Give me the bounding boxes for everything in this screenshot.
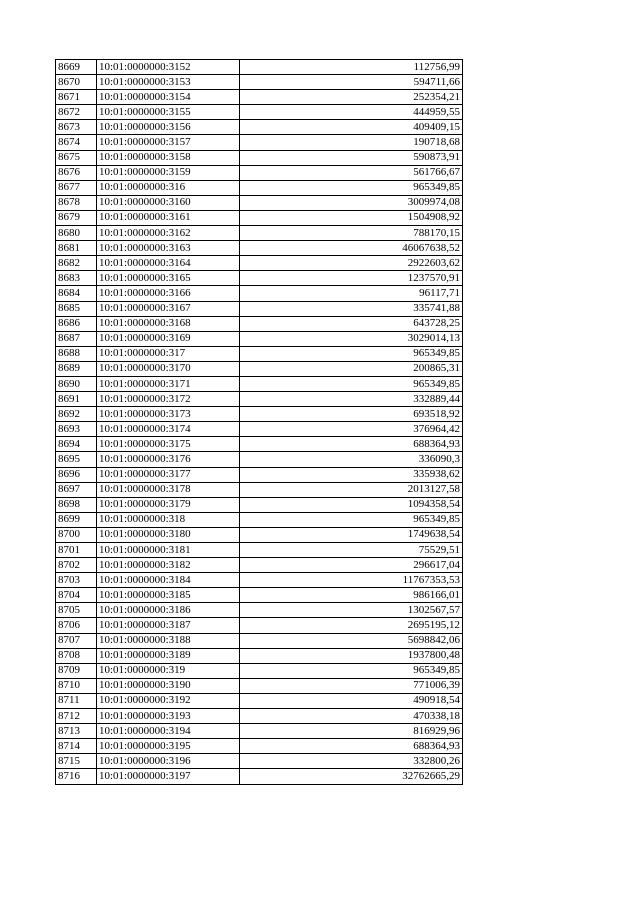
table-row <box>56 331 463 346</box>
table-row <box>56 663 463 678</box>
value-cell: 1749638,54 <box>240 527 463 542</box>
cadastral-number-cell: 10:01:0000000:3172 <box>97 392 240 407</box>
row-number-cell: 8709 <box>56 663 97 678</box>
table-row <box>56 603 463 618</box>
cadastral-number-cell: 10:01:0000000:3185 <box>97 588 240 603</box>
value-cell: 986166,01 <box>240 588 463 603</box>
table-row <box>56 256 463 271</box>
value-cell: 965349,85 <box>240 180 463 195</box>
value-cell: 693518,92 <box>240 407 463 422</box>
value-cell: 965349,85 <box>240 376 463 391</box>
row-number-cell: 8710 <box>56 678 97 693</box>
row-number-cell: 8712 <box>56 709 97 724</box>
value-cell: 771006,39 <box>240 678 463 693</box>
table-row <box>56 709 463 724</box>
data-table <box>55 59 463 785</box>
table-row <box>56 527 463 542</box>
cadastral-number-cell: 10:01:0000000:3182 <box>97 558 240 573</box>
cadastral-number-cell: 10:01:0000000:3187 <box>97 618 240 633</box>
table-row <box>56 497 463 512</box>
row-number-cell: 8695 <box>56 452 97 467</box>
value-cell: 296617,04 <box>240 558 463 573</box>
table-row <box>56 482 463 497</box>
cadastral-number-cell: 10:01:0000000:3161 <box>97 210 240 225</box>
value-cell: 1094358,54 <box>240 497 463 512</box>
row-number-cell: 8680 <box>56 226 97 241</box>
row-number-cell: 8716 <box>56 769 97 784</box>
cadastral-number-cell: 10:01:0000000:3176 <box>97 452 240 467</box>
cadastral-number-cell: 10:01:0000000:3154 <box>97 90 240 105</box>
table-row <box>56 724 463 739</box>
row-number-cell: 8674 <box>56 135 97 150</box>
cadastral-number-cell: 10:01:0000000:3155 <box>97 105 240 120</box>
row-number-cell: 8698 <box>56 497 97 512</box>
value-cell: 816929,96 <box>240 724 463 739</box>
value-cell: 200865,31 <box>240 361 463 376</box>
cadastral-number-cell: 10:01:0000000:318 <box>97 512 240 527</box>
value-cell: 3009974,08 <box>240 195 463 210</box>
cadastral-number-cell: 10:01:0000000:3157 <box>97 135 240 150</box>
row-number-cell: 8687 <box>56 331 97 346</box>
table-row <box>56 271 463 286</box>
row-number-cell: 8713 <box>56 724 97 739</box>
cadastral-number-cell: 10:01:0000000:3174 <box>97 422 240 437</box>
row-number-cell: 8686 <box>56 316 97 331</box>
cadastral-number-cell: 10:01:0000000:3180 <box>97 527 240 542</box>
value-cell: 5698842,06 <box>240 633 463 648</box>
cadastral-number-cell: 10:01:0000000:3164 <box>97 256 240 271</box>
value-cell: 376964,42 <box>240 422 463 437</box>
row-number-cell: 8692 <box>56 407 97 422</box>
row-number-cell: 8685 <box>56 301 97 316</box>
value-cell: 1302567,57 <box>240 603 463 618</box>
row-number-cell: 8711 <box>56 693 97 708</box>
cadastral-number-cell: 10:01:0000000:3195 <box>97 739 240 754</box>
value-cell: 3029014,13 <box>240 331 463 346</box>
table-row <box>56 210 463 225</box>
table-row <box>56 180 463 195</box>
value-cell: 965349,85 <box>240 663 463 678</box>
cadastral-number-cell: 10:01:0000000:3181 <box>97 543 240 558</box>
table-row <box>56 769 463 784</box>
cadastral-number-cell: 10:01:0000000:3162 <box>97 226 240 241</box>
cadastral-number-cell: 10:01:0000000:3169 <box>97 331 240 346</box>
table-row <box>56 120 463 135</box>
value-cell: 2013127,58 <box>240 482 463 497</box>
row-number-cell: 8678 <box>56 195 97 210</box>
table-row <box>56 467 463 482</box>
table-row <box>56 648 463 663</box>
cadastral-number-cell: 10:01:0000000:3160 <box>97 195 240 210</box>
row-number-cell: 8708 <box>56 648 97 663</box>
row-number-cell: 8707 <box>56 633 97 648</box>
value-cell: 965349,85 <box>240 512 463 527</box>
value-cell: 561766,67 <box>240 165 463 180</box>
value-cell: 335741,88 <box>240 301 463 316</box>
value-cell: 688364,93 <box>240 739 463 754</box>
row-number-cell: 8701 <box>56 543 97 558</box>
cadastral-number-cell: 10:01:0000000:317 <box>97 346 240 361</box>
table-row <box>56 376 463 391</box>
table-body <box>56 60 463 785</box>
row-number-cell: 8689 <box>56 361 97 376</box>
cadastral-number-cell: 10:01:0000000:3165 <box>97 271 240 286</box>
row-number-cell: 8705 <box>56 603 97 618</box>
cadastral-number-cell: 10:01:0000000:3156 <box>97 120 240 135</box>
row-number-cell: 8683 <box>56 271 97 286</box>
row-number-cell: 8672 <box>56 105 97 120</box>
cadastral-number-cell: 10:01:0000000:3179 <box>97 497 240 512</box>
cadastral-number-cell: 10:01:0000000:3175 <box>97 437 240 452</box>
row-number-cell: 8702 <box>56 558 97 573</box>
table-row <box>56 452 463 467</box>
value-cell: 444959,55 <box>240 105 463 120</box>
table-row <box>56 693 463 708</box>
value-cell: 336090,3 <box>240 452 463 467</box>
cadastral-number-cell: 10:01:0000000:3171 <box>97 376 240 391</box>
value-cell: 332800,26 <box>240 754 463 769</box>
row-number-cell: 8703 <box>56 573 97 588</box>
value-cell: 112756,99 <box>240 60 463 75</box>
row-number-cell: 8677 <box>56 180 97 195</box>
cadastral-number-cell: 10:01:0000000:3193 <box>97 709 240 724</box>
cadastral-number-cell: 10:01:0000000:3196 <box>97 754 240 769</box>
row-number-cell: 8700 <box>56 527 97 542</box>
row-number-cell: 8697 <box>56 482 97 497</box>
table-row <box>56 90 463 105</box>
table-row <box>56 165 463 180</box>
table-row <box>56 633 463 648</box>
row-number-cell: 8684 <box>56 286 97 301</box>
table-row <box>56 150 463 165</box>
value-cell: 490918,54 <box>240 693 463 708</box>
cadastral-number-cell: 10:01:0000000:3163 <box>97 241 240 256</box>
cadastral-number-cell: 10:01:0000000:3170 <box>97 361 240 376</box>
table-row <box>56 739 463 754</box>
cadastral-number-cell: 10:01:0000000:3190 <box>97 678 240 693</box>
table-row <box>56 543 463 558</box>
cadastral-number-cell: 10:01:0000000:319 <box>97 663 240 678</box>
cadastral-number-cell: 10:01:0000000:3173 <box>97 407 240 422</box>
table-row <box>56 60 463 75</box>
value-cell: 409409,15 <box>240 120 463 135</box>
cadastral-number-cell: 10:01:0000000:3192 <box>97 693 240 708</box>
value-cell: 252354,21 <box>240 90 463 105</box>
row-number-cell: 8694 <box>56 437 97 452</box>
cadastral-number-cell: 10:01:0000000:3168 <box>97 316 240 331</box>
row-number-cell: 8706 <box>56 618 97 633</box>
cadastral-number-cell: 10:01:0000000:3166 <box>97 286 240 301</box>
table-row <box>56 573 463 588</box>
cadastral-number-cell: 10:01:0000000:3159 <box>97 165 240 180</box>
cadastral-number-cell: 10:01:0000000:3178 <box>97 482 240 497</box>
table-row <box>56 301 463 316</box>
value-cell: 32762665,29 <box>240 769 463 784</box>
row-number-cell: 8691 <box>56 392 97 407</box>
table-row <box>56 226 463 241</box>
row-number-cell: 8699 <box>56 512 97 527</box>
row-number-cell: 8669 <box>56 60 97 75</box>
table-row <box>56 195 463 210</box>
table-row <box>56 754 463 769</box>
table-row <box>56 588 463 603</box>
table-row <box>56 437 463 452</box>
value-cell: 1237570,91 <box>240 271 463 286</box>
row-number-cell: 8704 <box>56 588 97 603</box>
row-number-cell: 8670 <box>56 75 97 90</box>
value-cell: 594711,66 <box>240 75 463 90</box>
value-cell: 46067638,52 <box>240 241 463 256</box>
row-number-cell: 8676 <box>56 165 97 180</box>
row-number-cell: 8671 <box>56 90 97 105</box>
row-number-cell: 8715 <box>56 754 97 769</box>
table-row <box>56 618 463 633</box>
value-cell: 190718,68 <box>240 135 463 150</box>
value-cell: 470338,18 <box>240 709 463 724</box>
cadastral-number-cell: 10:01:0000000:3184 <box>97 573 240 588</box>
value-cell: 965349,85 <box>240 346 463 361</box>
value-cell: 335938,62 <box>240 467 463 482</box>
row-number-cell: 8682 <box>56 256 97 271</box>
table-row <box>56 678 463 693</box>
value-cell: 11767353,53 <box>240 573 463 588</box>
value-cell: 590873,91 <box>240 150 463 165</box>
cadastral-number-cell: 10:01:0000000:3177 <box>97 467 240 482</box>
value-cell: 332889,44 <box>240 392 463 407</box>
table-row <box>56 105 463 120</box>
value-cell: 2922603,62 <box>240 256 463 271</box>
value-cell: 688364,93 <box>240 437 463 452</box>
row-number-cell: 8696 <box>56 467 97 482</box>
row-number-cell: 8673 <box>56 120 97 135</box>
value-cell: 788170,15 <box>240 226 463 241</box>
table-row <box>56 135 463 150</box>
table-row <box>56 346 463 361</box>
table-row <box>56 75 463 90</box>
table-row <box>56 241 463 256</box>
table-row <box>56 422 463 437</box>
value-cell: 96117,71 <box>240 286 463 301</box>
cadastral-number-cell: 10:01:0000000:316 <box>97 180 240 195</box>
cadastral-number-cell: 10:01:0000000:3152 <box>97 60 240 75</box>
table-row <box>56 512 463 527</box>
table-row <box>56 392 463 407</box>
row-number-cell: 8688 <box>56 346 97 361</box>
table-row <box>56 316 463 331</box>
table-row <box>56 361 463 376</box>
cadastral-number-cell: 10:01:0000000:3197 <box>97 769 240 784</box>
table-row <box>56 558 463 573</box>
row-number-cell: 8681 <box>56 241 97 256</box>
value-cell: 643728,25 <box>240 316 463 331</box>
cadastral-number-cell: 10:01:0000000:3194 <box>97 724 240 739</box>
cadastral-number-cell: 10:01:0000000:3186 <box>97 603 240 618</box>
cadastral-number-cell: 10:01:0000000:3153 <box>97 75 240 90</box>
table-row <box>56 407 463 422</box>
cadastral-number-cell: 10:01:0000000:3189 <box>97 648 240 663</box>
cadastral-number-cell: 10:01:0000000:3158 <box>97 150 240 165</box>
row-number-cell: 8714 <box>56 739 97 754</box>
row-number-cell: 8693 <box>56 422 97 437</box>
value-cell: 1937800,48 <box>240 648 463 663</box>
row-number-cell: 8675 <box>56 150 97 165</box>
table-row <box>56 286 463 301</box>
value-cell: 1504908,92 <box>240 210 463 225</box>
value-cell: 2695195,12 <box>240 618 463 633</box>
cadastral-number-cell: 10:01:0000000:3167 <box>97 301 240 316</box>
value-cell: 75529,51 <box>240 543 463 558</box>
row-number-cell: 8679 <box>56 210 97 225</box>
row-number-cell: 8690 <box>56 376 97 391</box>
cadastral-number-cell: 10:01:0000000:3188 <box>97 633 240 648</box>
